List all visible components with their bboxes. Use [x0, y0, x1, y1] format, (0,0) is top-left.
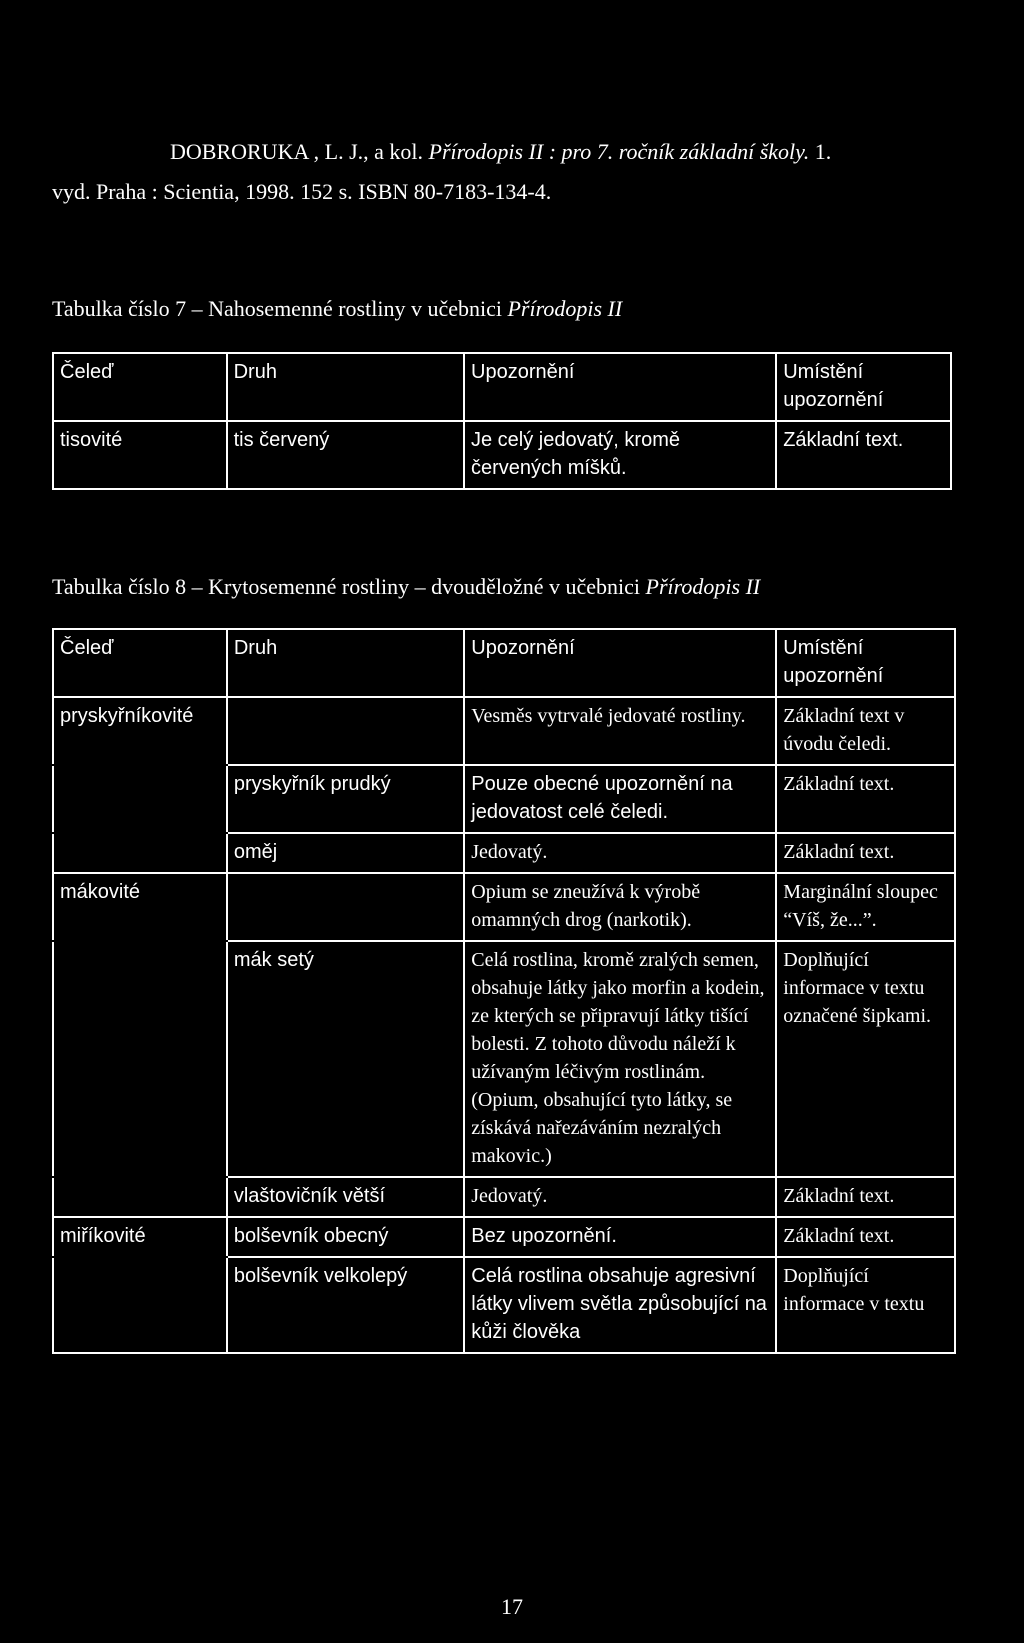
- header-celed: Čeleď: [53, 353, 227, 421]
- cell-upozorneni: Celá rostlina, kromě zralých semen, obsahuje látky jako morfin a kodein, ze kterých se připravují látky tišící bolesti. Z tohoto důvodu náleží k užívaným léčivým rostlinám. (Opium, obsahující tyto látky, se získává nařezáváním nezralých makovic.): [464, 941, 776, 1177]
- table-row: [53, 873, 955, 941]
- reference-line-1: [0, 132, 1024, 172]
- cell-upozorneni: Bez upozornění.: [464, 1217, 776, 1257]
- table-8: [52, 628, 956, 1354]
- header-druh: Druh: [227, 353, 464, 421]
- table7-caption: [52, 296, 622, 322]
- cell-umisteni: Základní text.: [776, 421, 951, 489]
- page-number: 17: [501, 1594, 523, 1619]
- table-row: [53, 1217, 955, 1257]
- bibliographic-reference: [0, 132, 1024, 212]
- table-row: [53, 1257, 955, 1353]
- reference-line-2: vyd. Praha : Scientia, 1998. 152 s. ISBN 80-7183-134-4.: [52, 179, 552, 204]
- cell-umisteni: Základní text.: [776, 765, 955, 833]
- header-celed: Čeleď: [53, 629, 227, 697]
- table7-header-row: [53, 353, 951, 421]
- table-row: [53, 697, 955, 765]
- cell-celed: tisovité: [53, 421, 227, 489]
- cell-celed: [53, 765, 227, 833]
- reference-title: Přírodopis II : pro 7. ročník základní školy.: [428, 139, 810, 164]
- cell-celed: [53, 1177, 227, 1217]
- cell-umisteni: Doplňující informace v textu: [776, 1257, 955, 1353]
- cell-druh: oměj: [227, 833, 464, 873]
- cell-upozorneni: Opium se zneužívá k výrobě omamných drog (narkotik).: [464, 873, 776, 941]
- cell-druh: bolševník obecný: [227, 1217, 464, 1257]
- header-umisteni: Umístění upozornění: [776, 629, 955, 697]
- cell-umisteni: Doplňující informace v textu označené šipkami.: [776, 941, 955, 1177]
- table7-caption-book: Přírodopis II: [507, 296, 623, 321]
- cell-umisteni: Základní text.: [776, 833, 955, 873]
- table-row: [53, 1177, 955, 1217]
- header-upozorneni: Upozornění: [464, 353, 776, 421]
- cell-umisteni: Základní text.: [776, 1217, 955, 1257]
- table-row: [53, 941, 955, 1177]
- cell-druh: vlaštovičník větší: [227, 1177, 464, 1217]
- table8-header-row: [53, 629, 955, 697]
- cell-upozorneni: Celá rostlina obsahuje agresivní látky vlivem světla způsobující na kůži člověka: [464, 1257, 776, 1353]
- table-row: [53, 833, 955, 873]
- cell-druh: [227, 697, 464, 765]
- reference-author: DOBRORUKA , L. J., a kol.: [170, 139, 424, 164]
- table8-caption-text: Tabulka číslo 8 – Krytosemenné rostliny – dvouděložné v učebnici: [52, 574, 641, 599]
- header-upozorneni: Upozornění: [464, 629, 776, 697]
- reference-edition: 1.: [814, 139, 832, 164]
- cell-druh: [227, 873, 464, 941]
- cell-upozorneni: Pouze obecné upozornění na jedovatost celé čeledi.: [464, 765, 776, 833]
- header-umisteni: Umístění upozornění: [776, 353, 951, 421]
- table-row: [53, 765, 955, 833]
- cell-upozorneni: Jedovatý.: [464, 1177, 776, 1217]
- table-7: [52, 352, 952, 490]
- cell-celed: pryskyřníkovité: [53, 697, 227, 765]
- cell-umisteni: Marginální sloupec “Víš, že...”.: [776, 873, 955, 941]
- cell-druh: pryskyřník prudký: [227, 765, 464, 833]
- table7-caption-text: Tabulka číslo 7 – Nahosemenné rostliny v učebnici: [52, 296, 502, 321]
- table-row: [53, 421, 951, 489]
- cell-celed: [53, 1257, 227, 1353]
- table8-caption: [52, 574, 760, 600]
- cell-umisteni: Základní text v úvodu čeledi.: [776, 697, 955, 765]
- cell-celed: mákovité: [53, 873, 227, 941]
- cell-upozorneni: Je celý jedovatý, kromě červených míšků.: [464, 421, 776, 489]
- cell-upozorneni: Vesměs vytrvalé jedovaté rostliny.: [464, 697, 776, 765]
- cell-celed: miříkovité: [53, 1217, 227, 1257]
- cell-druh: mák setý: [227, 941, 464, 1177]
- cell-upozorneni: Jedovatý.: [464, 833, 776, 873]
- cell-umisteni: Základní text.: [776, 1177, 955, 1217]
- cell-druh: tis červený: [227, 421, 464, 489]
- cell-druh: bolševník velkolepý: [227, 1257, 464, 1353]
- cell-celed: [53, 941, 227, 1177]
- header-druh: Druh: [227, 629, 464, 697]
- cell-celed: [53, 833, 227, 873]
- table8-caption-book: Přírodopis II: [645, 574, 761, 599]
